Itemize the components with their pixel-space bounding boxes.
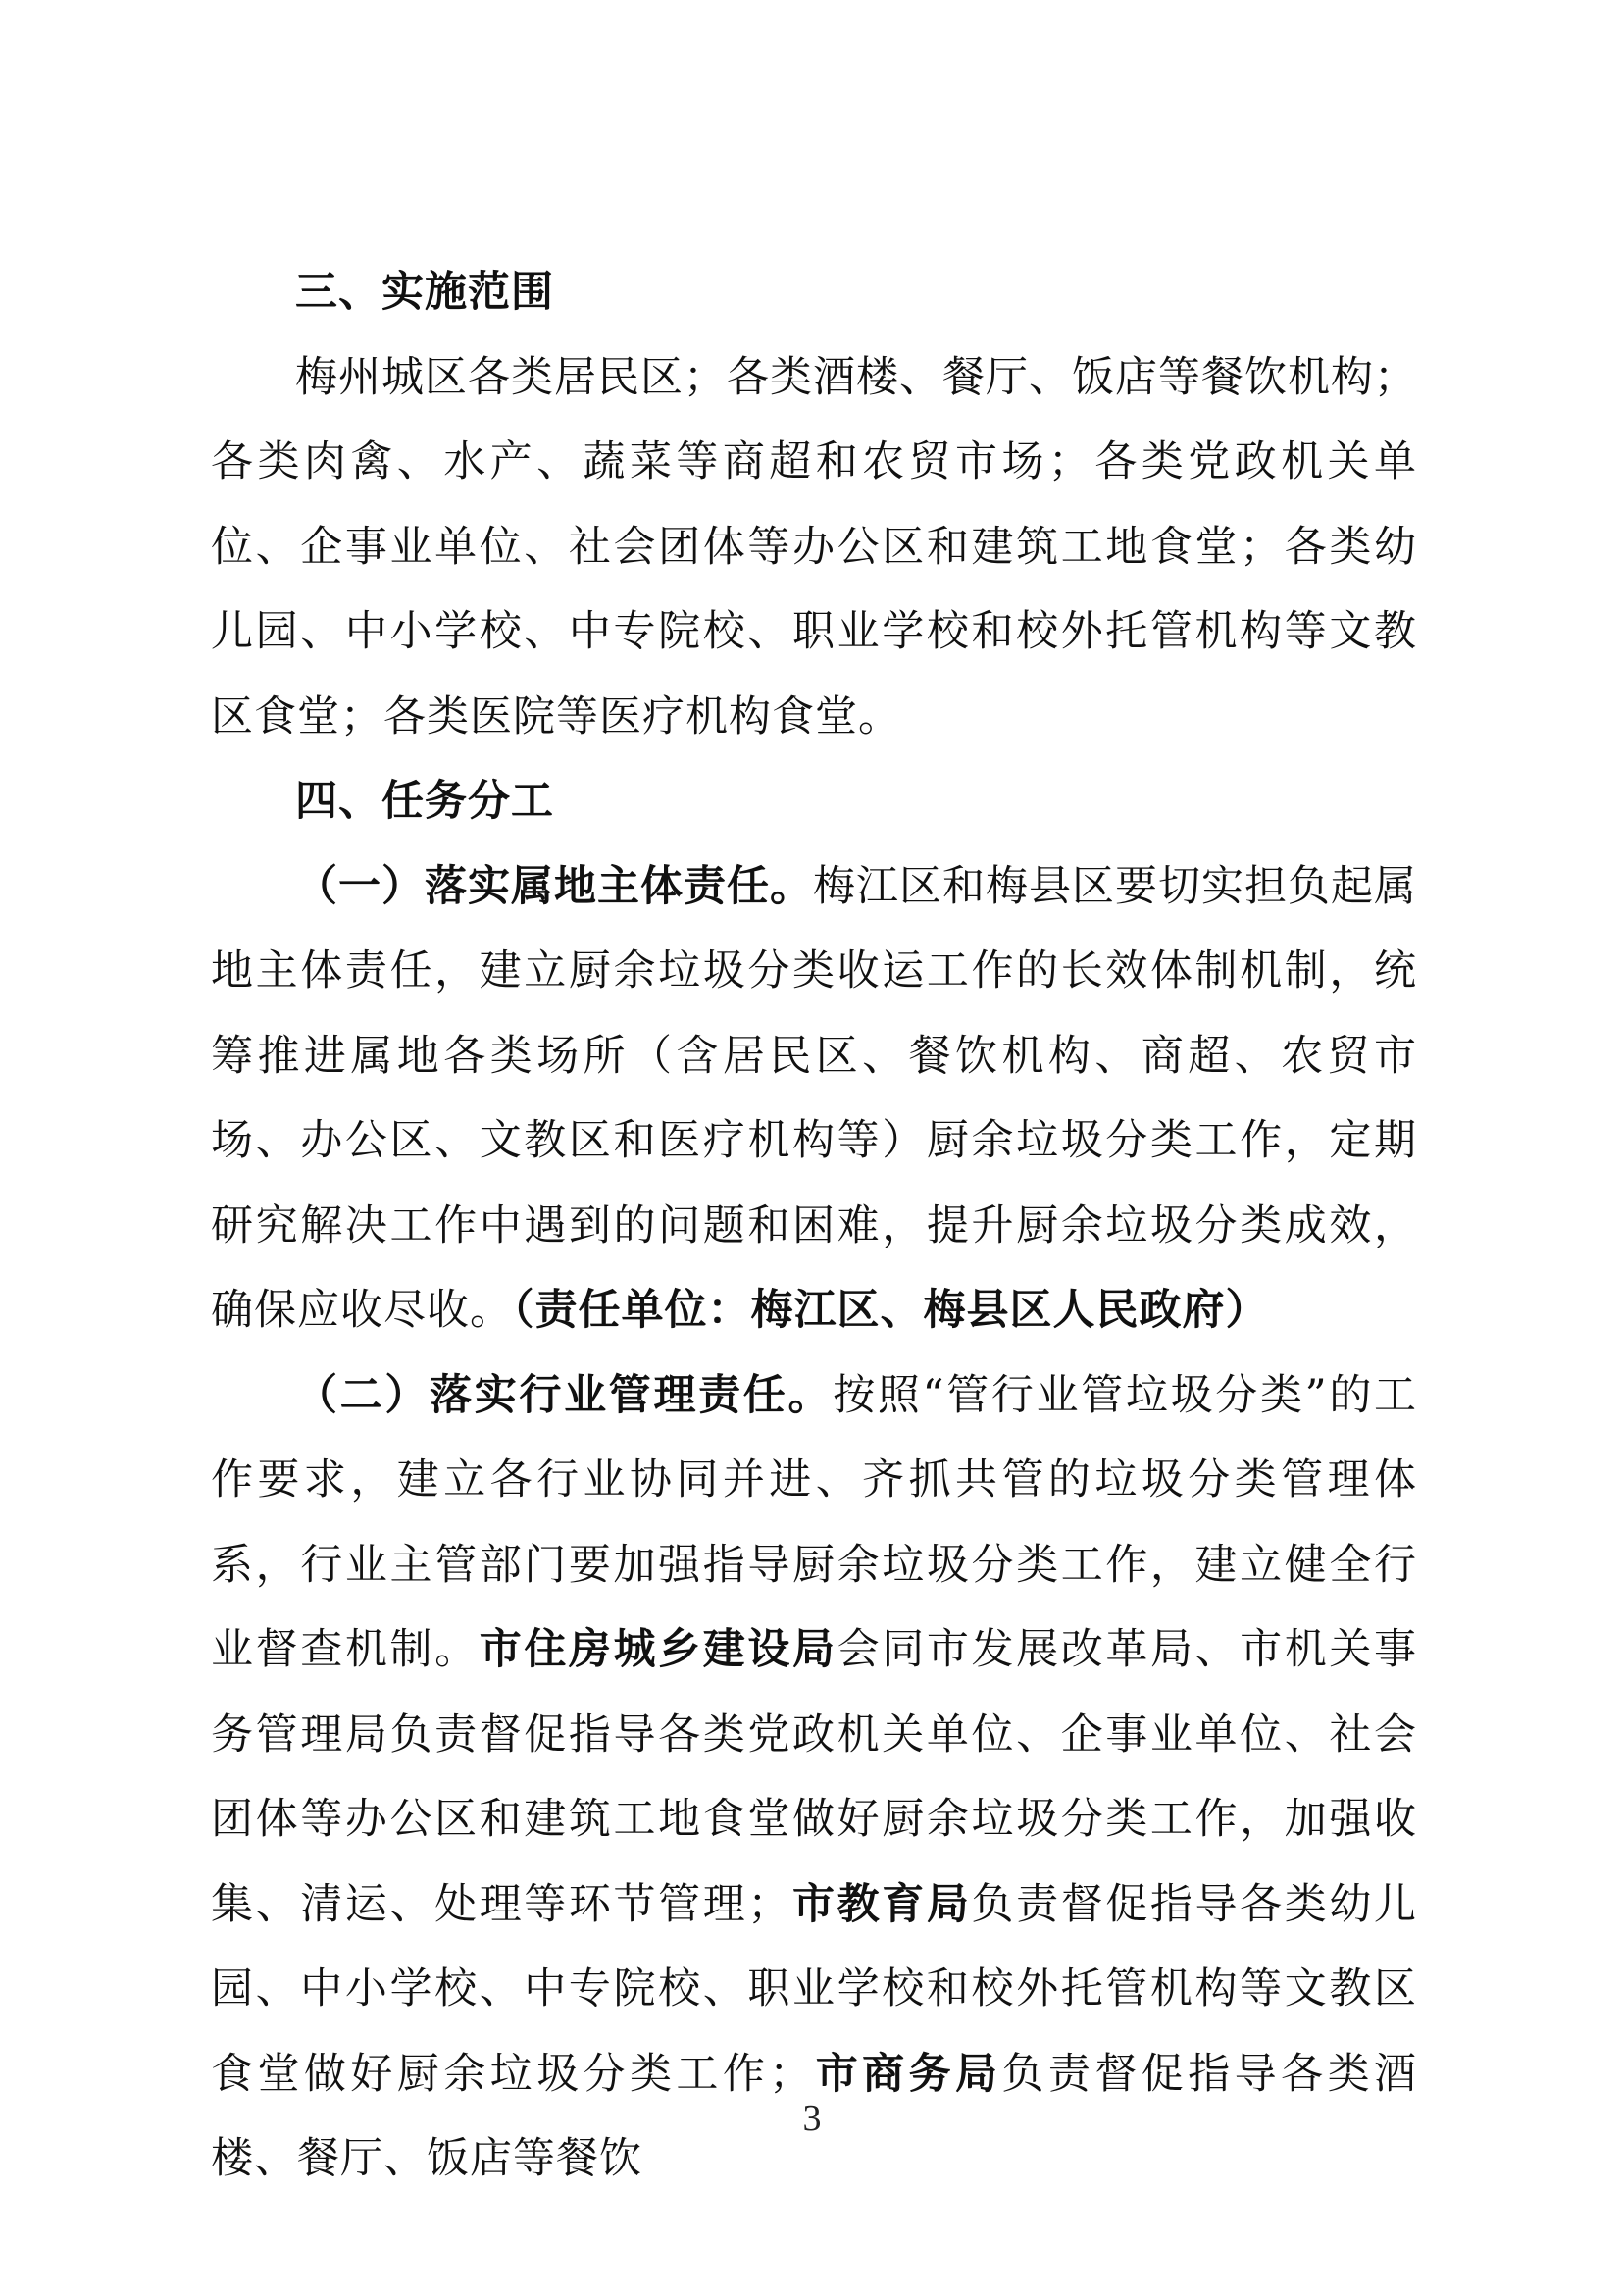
task-1-body: 梅江区和梅县区要切实担负起属地主体责任，建立厨余垃圾分类收运工作的长效体制机制，统筹推进属地各类场所（含居民区、餐饮机构、商超、农贸市场、办公区、文教区和医疗机构等）厨余垃圾分类工作，定期研究解决工作中遇到的问题和困难，提升厨余垃圾分类成效，确保应收尽收。	[211, 861, 1417, 1335]
task-2-lead: （二）落实行业管理责任。	[295, 1370, 834, 1420]
paragraph-scope: 梅州城区各类居民区；各类酒楼、餐厅、饭店等餐饮机构；各类肉禽、水产、蔬菜等商超和农贸市场；各类党政机关单位、企事业单位、社会团体等办公区和建筑工地食堂；各类幼儿园、中小学校、中专院校、职业学校和校外托管机构等文教区食堂；各类医院等医疗机构食堂。	[211, 352, 1417, 741]
paragraph-task-1	[211, 844, 1417, 1353]
task-2-body-1: 按照“管行业管垃圾分类”的工作要求，建立各行业协同并进、齐抓共管的垃圾分类管理体系，行业主管部门要加强指导厨余垃圾分类工作，建立健全行业督查机制。	[211, 1370, 1418, 1674]
task-1-lead: （一）落实属地主体责任。	[295, 861, 813, 911]
task-2-body-3: 负责督促指导各类幼儿园、中小学校、中专院校、职业学校和校外托管机构等文教区食堂做好厨余垃圾分类工作；	[211, 1879, 1418, 2099]
page-number: 3	[802, 2098, 822, 2139]
section-heading-tasks: 四、任务分工	[295, 777, 554, 826]
task-2-agency-commerce: 市商务局	[812, 2049, 1002, 2099]
section-heading-scope: 三、实施范围	[295, 268, 554, 317]
task-1-responsibility: （责任单位：梅江区、梅县区人民政府）	[513, 1286, 1269, 1335]
document-body	[211, 250, 1417, 2202]
task-2-body-4: 负责督促指导各类酒楼、餐厅、饭店等餐饮	[211, 2049, 1418, 2183]
paragraph-task-2	[211, 1353, 1417, 2202]
task-2-body-2: 会同市发展改革局、市机关事务管理局负责督促指导各类党政机关单位、企事业单位、社会团体等办公区和建筑工地食堂做好厨余垃圾分类工作，加强收集、清运、处理等环节管理；	[211, 1625, 1418, 1929]
task-2-agency-housing: 市住房城乡建设局	[479, 1625, 837, 1674]
task-2-agency-education: 市教育局	[790, 1879, 972, 1929]
